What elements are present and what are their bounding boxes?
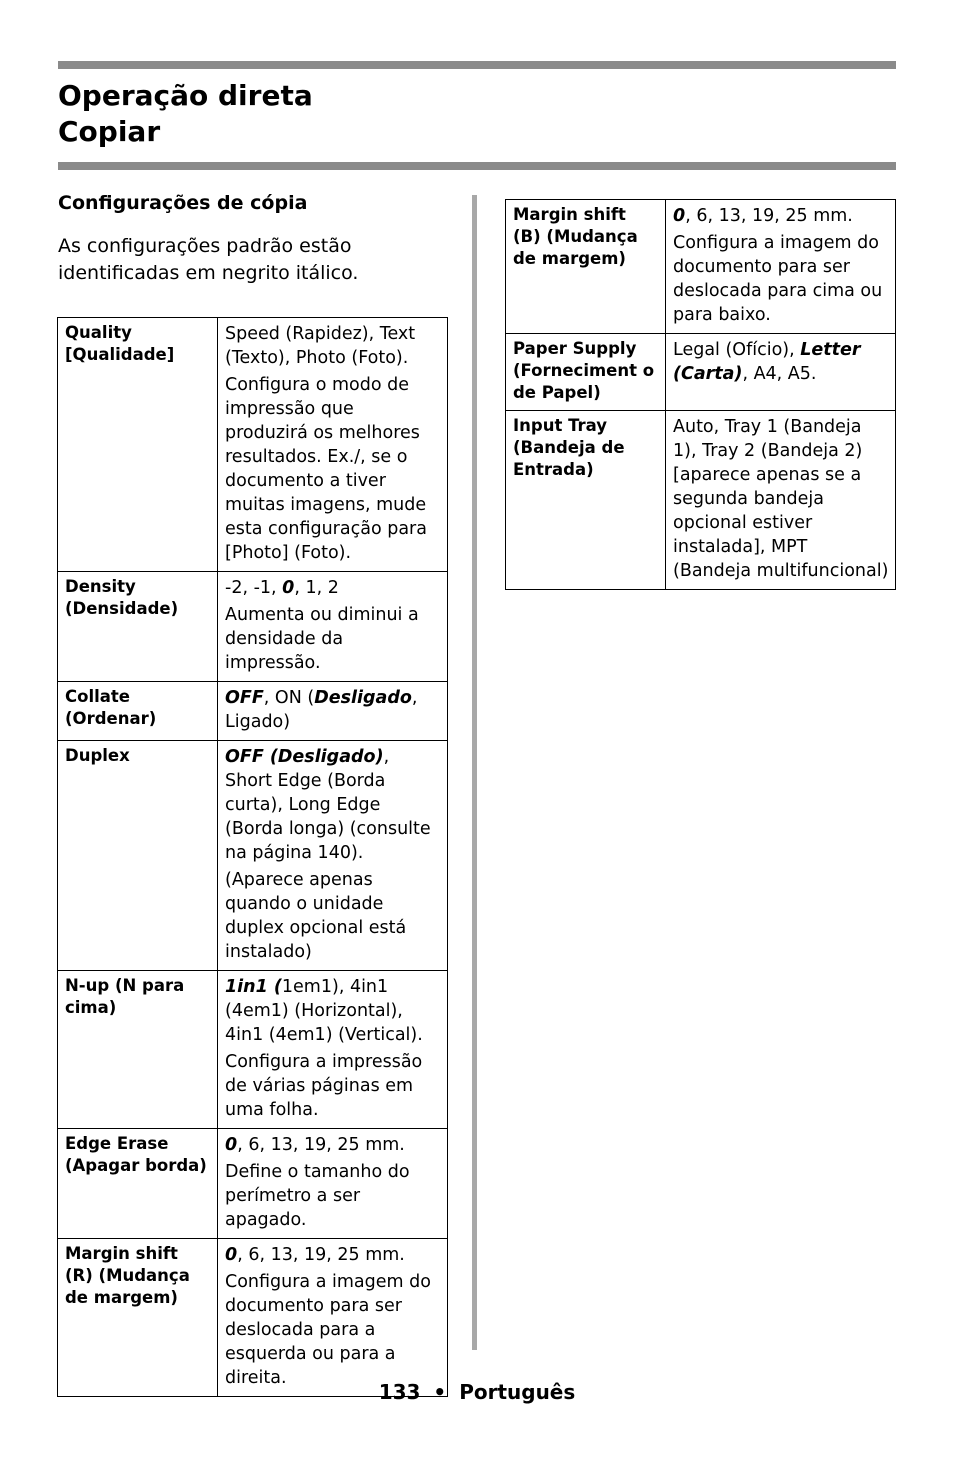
default-option-text: OFF — [225, 688, 264, 708]
title-bottom-rule — [58, 162, 896, 170]
setting-description — [673, 415, 889, 583]
setting-description — [225, 322, 441, 370]
setting-description — [225, 686, 441, 734]
default-option-text: 0 — [225, 1135, 238, 1155]
setting-name: Collate (Ordenar) — [58, 682, 218, 741]
setting-value — [218, 682, 448, 741]
section-heading: Configurações de cópia — [58, 192, 308, 214]
settings-row — [506, 334, 896, 411]
option-text: , 1, 2 — [294, 578, 339, 598]
setting-description — [225, 373, 441, 565]
default-option-text: 0 — [673, 206, 686, 226]
setting-name: Duplex — [58, 741, 218, 971]
setting-value — [218, 741, 448, 971]
page-number: 133 — [378, 1380, 421, 1404]
option-text: , A4, A5. — [742, 364, 817, 384]
setting-name: Margin shift (R) (Mudança de margem) — [58, 1239, 218, 1397]
setting-value — [666, 411, 896, 590]
option-text: Aumenta ou diminui a densidade da impressão. — [225, 605, 419, 673]
option-text: Configura a imagem do documento para ser deslocada para a esquerda ou para a direita. — [225, 1272, 431, 1388]
setting-description — [225, 868, 441, 964]
default-option-text: Desligado — [314, 688, 412, 708]
setting-description — [225, 1133, 441, 1157]
footer-language: Português — [459, 1380, 576, 1404]
page-title — [58, 78, 313, 150]
top-rule — [58, 61, 896, 69]
footer-bullet: • — [433, 1380, 447, 1404]
section-intro: As configurações padrão estão identificadas em negrito itálico. — [58, 235, 359, 284]
default-option-text: OFF (Desligado) — [225, 747, 384, 767]
option-text: Configura o modo de impressão que produzirá os melhores resultados. Ex./, se o documento a tiver muitas imagens, mude esta configuração para [Photo] (Foto). — [225, 375, 427, 563]
column-divider — [472, 195, 477, 1350]
setting-name: Edge Erase (Apagar borda) — [58, 1129, 218, 1239]
option-text: , ON ( — [263, 688, 315, 708]
setting-description — [225, 576, 441, 600]
setting-name: Paper Supply (Forneciment o de Papel) — [506, 334, 666, 411]
option-text: -2, -1, — [225, 578, 283, 598]
setting-description — [225, 1050, 441, 1122]
settings-row — [58, 741, 448, 971]
setting-description — [673, 204, 889, 228]
settings-table-right — [505, 199, 896, 590]
setting-value — [218, 572, 448, 682]
setting-value — [666, 200, 896, 334]
default-option-text: 1in1 ( — [225, 977, 282, 997]
setting-value — [218, 1129, 448, 1239]
settings-row — [58, 1239, 448, 1397]
settings-row — [506, 411, 896, 590]
settings-row — [58, 572, 448, 682]
settings-row — [506, 200, 896, 334]
setting-description — [673, 231, 889, 327]
setting-value — [666, 334, 896, 411]
setting-name: Margin shift (B) (Mudança de margem) — [506, 200, 666, 334]
option-text: Configura a imagem do documento para ser deslocada para cima ou para baixo. — [673, 233, 883, 325]
option-text: Configura a impressão de várias páginas em uma folha. — [225, 1052, 423, 1120]
option-text: , Ligado) — [225, 688, 418, 732]
option-text: , 6, 13, 19, 25 mm. — [237, 1245, 405, 1265]
default-option-text: Letter (Carta) — [673, 340, 861, 384]
page-footer — [0, 1380, 954, 1404]
option-text: Speed (Rapidez), Text (Texto), Photo (Foto). — [225, 324, 416, 368]
title-line-2: Copiar — [58, 115, 161, 148]
default-option-text: 0 — [225, 1245, 238, 1265]
default-option-text: 0 — [282, 578, 295, 598]
setting-description — [225, 1160, 441, 1232]
setting-name: Quality [Qualidade] — [58, 318, 218, 572]
setting-description — [225, 975, 441, 1047]
setting-description — [673, 338, 889, 386]
settings-row — [58, 682, 448, 741]
setting-name: Input Tray (Bandeja de Entrada) — [506, 411, 666, 590]
title-line-1: Operação direta — [58, 79, 313, 112]
setting-description — [225, 1270, 441, 1390]
settings-row — [58, 971, 448, 1129]
option-text: , 6, 13, 19, 25 mm. — [237, 1135, 405, 1155]
settings-table-left — [57, 317, 448, 1397]
setting-value — [218, 971, 448, 1129]
option-text: , 6, 13, 19, 25 mm. — [685, 206, 853, 226]
option-text: , Short Edge (Borda curta), Long Edge (Borda longa) (consulte na página 140). — [225, 747, 431, 863]
option-text: Auto, Tray 1 (Bandeja 1), Tray 2 (Bandeja 2) [aparece apenas se a segunda bandeja opcional estiver instalada], MPT (Bandeja multifuncional) — [673, 417, 889, 581]
setting-description — [225, 1243, 441, 1267]
setting-description — [225, 745, 441, 865]
settings-row — [58, 1129, 448, 1239]
option-text: Define o tamanho do perímetro a ser apagado. — [225, 1162, 410, 1230]
setting-name: Density (Densidade) — [58, 572, 218, 682]
option-text: 1em1), 4in1 (4em1) (Horizontal), 4in1 (4em1) (Vertical). — [225, 977, 423, 1045]
setting-value — [218, 1239, 448, 1397]
option-text: (Aparece apenas quando o unidade duplex opcional está instalado) — [225, 870, 407, 962]
setting-description — [225, 603, 441, 675]
settings-row — [58, 318, 448, 572]
setting-value — [218, 318, 448, 572]
setting-name: N-up (N para cima) — [58, 971, 218, 1129]
option-text: Legal (Ofício), — [673, 340, 801, 360]
